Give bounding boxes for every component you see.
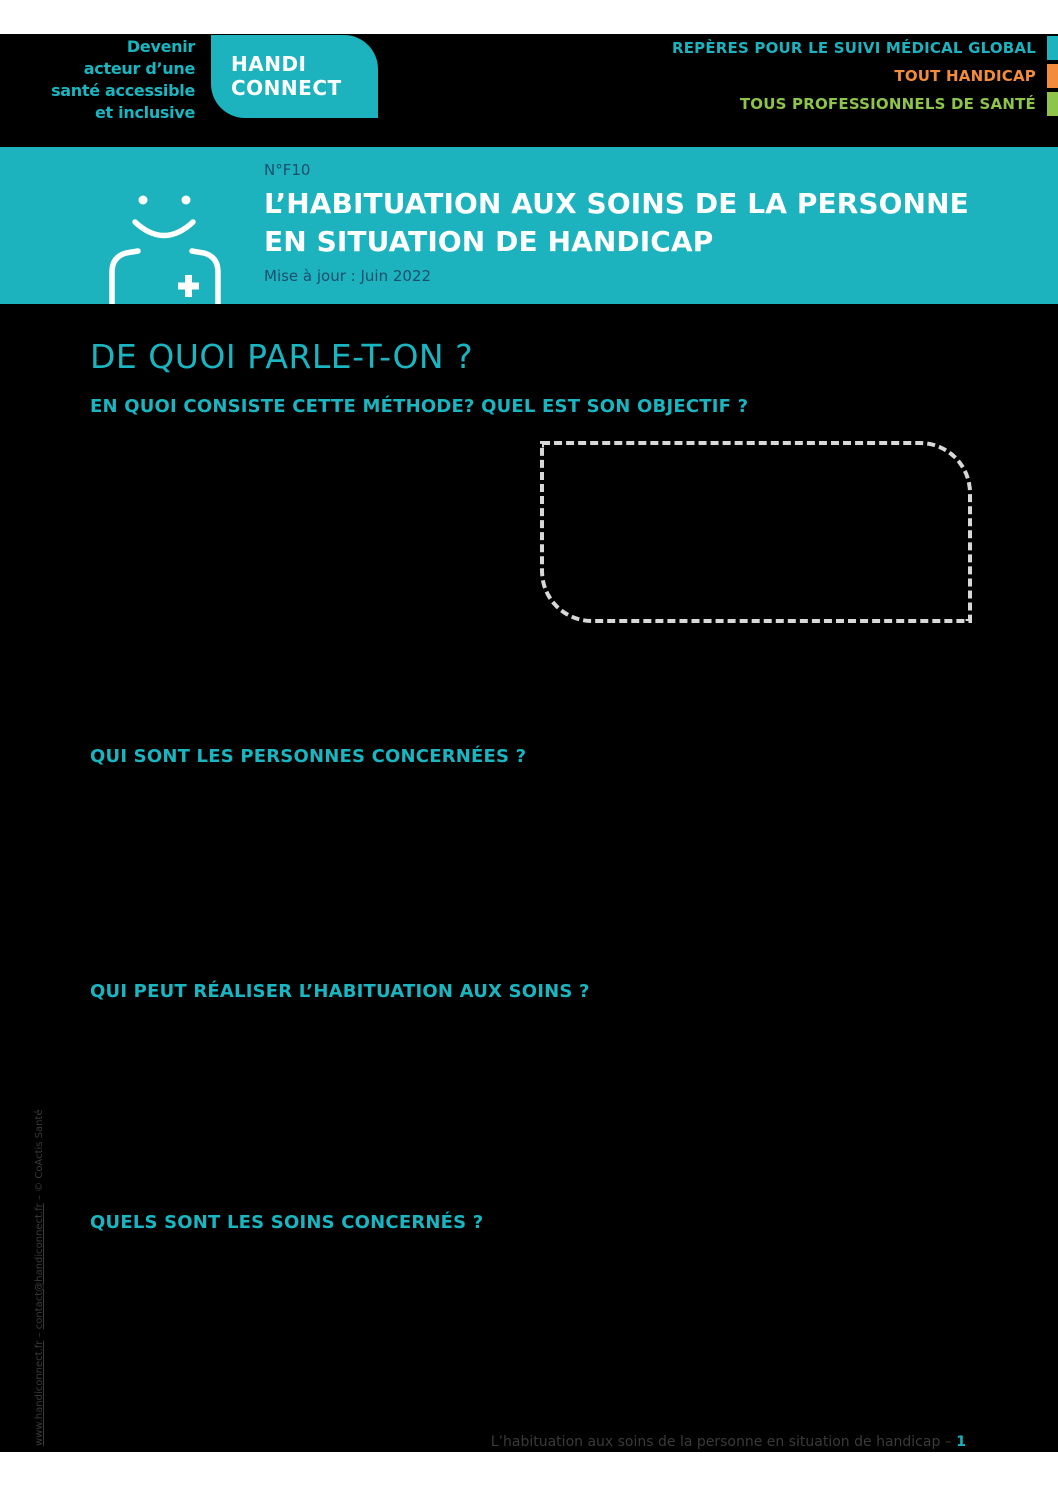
category-color-bar	[1047, 92, 1058, 116]
dashed-callout-box	[540, 441, 972, 623]
page-number: 1	[956, 1434, 966, 1450]
category-label: TOUS PROFESSIONNELS DE SANTÉ	[739, 95, 1036, 113]
question-heading: QUELS SONT LES SOINS CONCERNÉS ?	[90, 1212, 484, 1233]
handiconnect-logo	[211, 35, 378, 118]
logo-line: CONNECT	[231, 76, 342, 100]
category-tags	[672, 34, 1058, 118]
title-line: L’HABITUATION AUX SOINS DE LA PERSONNE	[264, 187, 969, 220]
title-banner	[0, 147, 1058, 304]
section-title: DE QUOI PARLE-T-ON ?	[90, 337, 474, 376]
category-tag	[672, 62, 1058, 90]
category-tag	[672, 34, 1058, 62]
category-tag	[672, 90, 1058, 118]
sheet-number: N°F10	[264, 161, 311, 179]
tagline-line: santé accessible	[51, 81, 195, 100]
tagline-line: acteur d’une	[83, 59, 195, 78]
question-heading: QUI SONT LES PERSONNES CONCERNÉES ?	[90, 746, 527, 767]
side-credit	[33, 1074, 47, 1446]
credit-separator: –	[34, 1329, 45, 1341]
category-label: TOUT HANDICAP	[894, 67, 1036, 85]
category-label: REPÈRES POUR LE SUIVI MÉDICAL GLOBAL	[671, 39, 1036, 57]
question-heading: QUI PEUT RÉALISER L’HABITUATION AUX SOINS ?	[90, 981, 590, 1002]
update-date: Mise à jour : Juin 2022	[264, 267, 432, 285]
document-page	[0, 34, 1058, 1452]
logo-line: HANDI	[231, 52, 307, 76]
copyright: – © CoActis Santé	[34, 1109, 45, 1204]
category-color-bar	[1047, 64, 1058, 88]
tagline-line: Devenir	[126, 37, 195, 56]
title-line: EN SITUATION DE HANDICAP	[264, 225, 714, 258]
tagline-line: et inclusive	[95, 103, 195, 122]
footer-text: L’habituation aux soins de la personne en situation de handicap –	[490, 1434, 952, 1450]
page-footer	[491, 1434, 966, 1450]
doctor-smile-icon	[104, 187, 226, 304]
page-title	[264, 185, 1024, 261]
question-heading: EN QUOI CONSISTE CETTE MÉTHODE? QUEL EST SON OBJECTIF ?	[90, 396, 749, 417]
email-link[interactable]: contact@handiconnect.fr	[34, 1203, 45, 1330]
category-color-bar	[1047, 36, 1058, 60]
tagline	[20, 36, 195, 124]
website-link[interactable]: www.handiconnect.fr	[34, 1340, 45, 1446]
